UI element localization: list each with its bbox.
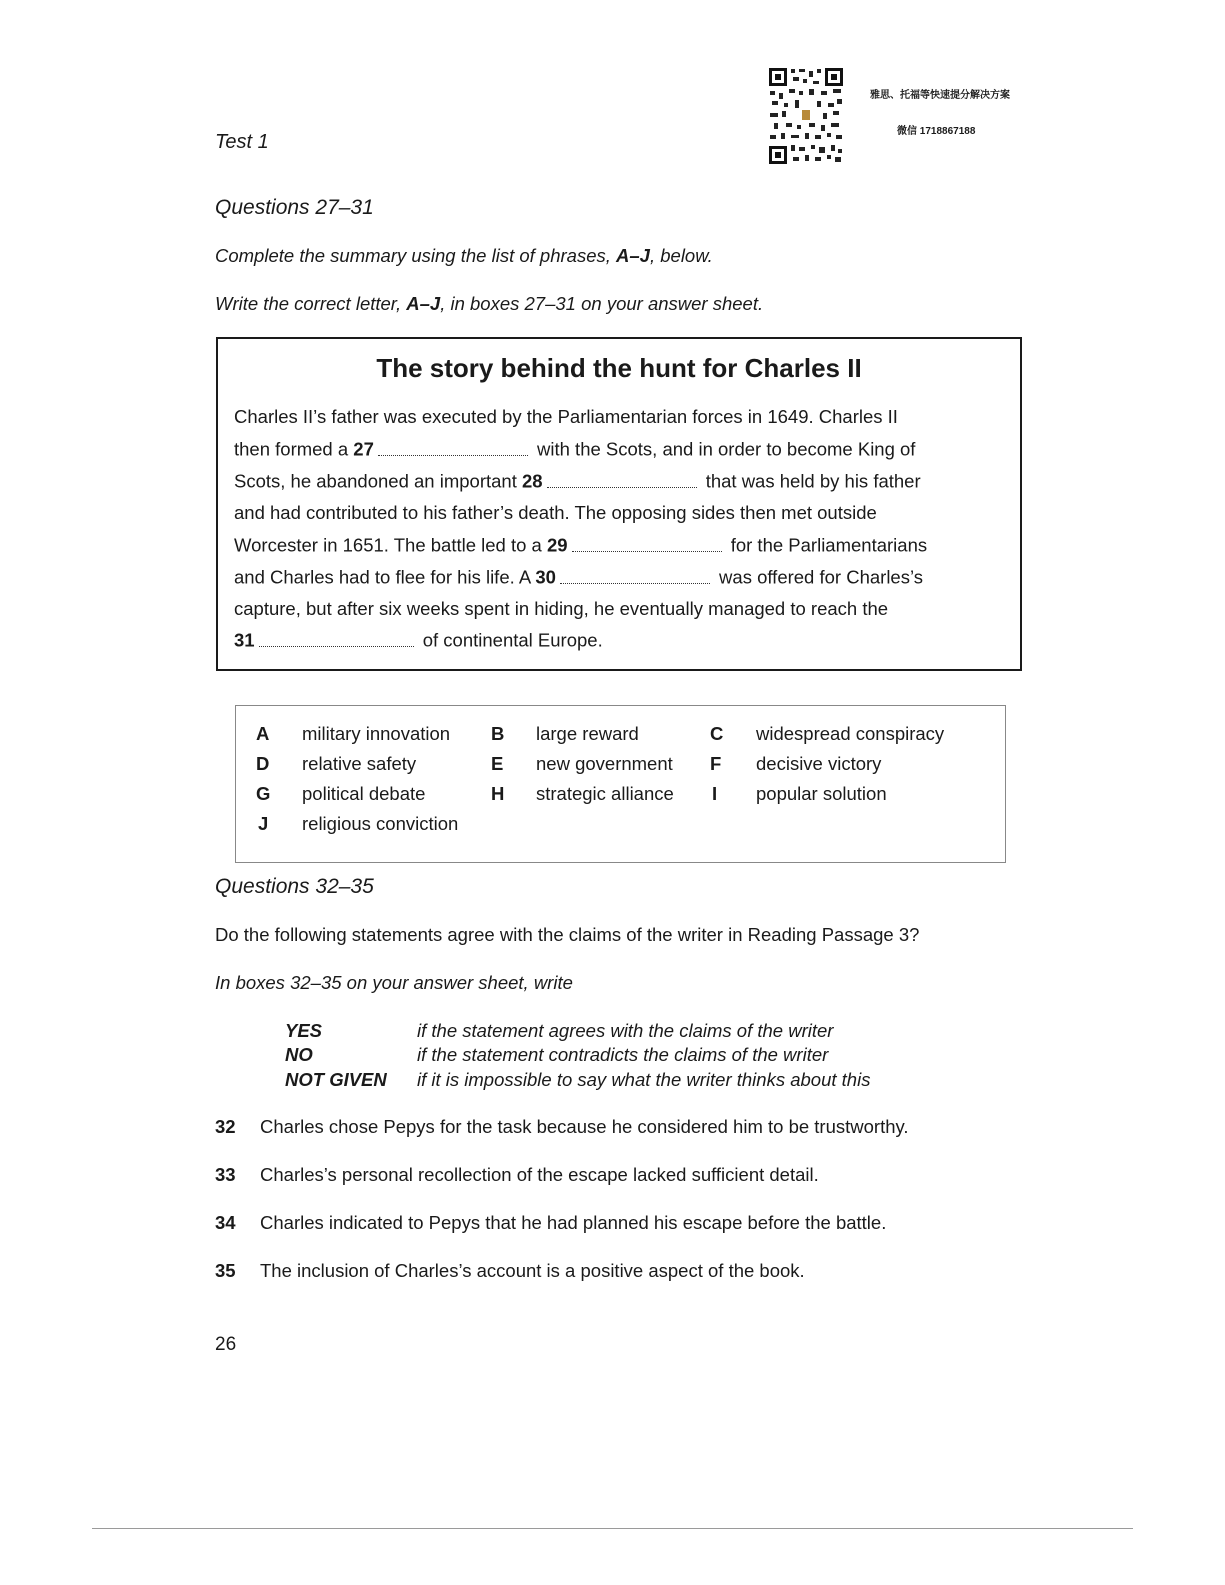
statement-text: Charles chose Pepys for the task because he considered him to be trustworthy. — [260, 1116, 909, 1137]
section2-heading: Questions 32–35 — [215, 875, 374, 898]
answer-key-label: YES — [285, 1020, 323, 1041]
option-text: popular solution — [756, 783, 887, 804]
option-letter: J — [258, 813, 269, 834]
qr-code-image — [768, 67, 844, 165]
option-letter: E — [491, 753, 504, 774]
option-letter: B — [491, 723, 505, 744]
qr-caption-slogan: 雅思、托福等快速提分解决方案 — [870, 90, 1010, 101]
footer-divider — [92, 1528, 1133, 1529]
gap-number: 31 — [234, 629, 255, 651]
gap-number: 29 — [546, 534, 568, 556]
summary-line: Charles II’s father was executed by the Parliamentarian forces in 1649. Charles II — [234, 406, 898, 427]
section2-instruction-1: Do the following statements agree with the claims of the writer in Reading Passage 3? — [215, 924, 920, 945]
answer-key-label: NO — [285, 1044, 313, 1065]
gap-number: 27 — [353, 438, 374, 460]
option-text: political debate — [302, 783, 426, 804]
summary-line: 31 of continental Europe. — [234, 629, 603, 651]
option-letter: F — [710, 753, 722, 774]
option-letter: I — [712, 783, 718, 804]
answer-key-label: NOT GIVEN — [285, 1069, 387, 1090]
section1-instruction-1: Complete the summary using the list of phrases, A–J, below. — [215, 245, 713, 266]
summary-line: then formed a 27 with the Scots, and in order to become King of — [234, 438, 916, 460]
option-letter: A — [256, 723, 270, 744]
statement-text: Charles’s personal recollection of the escape lacked sufficient detail. — [260, 1164, 819, 1185]
qr-caption-wechat: 微信 1718867188 — [897, 126, 976, 137]
test-label: Test 1 — [215, 131, 269, 153]
option-text: widespread conspiracy — [756, 723, 945, 744]
option-text: new government — [536, 753, 673, 774]
option-text: strategic alliance — [536, 783, 674, 804]
summary-line: capture, but after six weeks spent in hiding, he eventually managed to reach the — [234, 598, 889, 619]
section2-instruction-2: In boxes 32–35 on your answer sheet, write — [215, 972, 573, 993]
answer-key-desc: if the statement contradicts the claims of the writer — [417, 1044, 829, 1065]
page-number: 26 — [215, 1334, 237, 1355]
summary-line: Scots, he abandoned an important 28 that was held by his father — [234, 470, 921, 492]
statement-number: 32 — [215, 1116, 236, 1137]
answer-key-desc: if it is impossible to say what the writer thinks about this — [417, 1069, 871, 1090]
statement-text: Charles indicated to Pepys that he had planned his escape before the battle. — [260, 1212, 887, 1233]
option-text: decisive victory — [756, 753, 882, 774]
gap-number: 28 — [521, 470, 543, 492]
answer-key-desc: if the statement agrees with the claims of the writer — [417, 1020, 834, 1041]
gap-number: 30 — [535, 566, 556, 588]
section1-heading: Questions 27–31 — [215, 196, 374, 219]
option-letter: C — [710, 723, 724, 744]
summary-title: The story behind the hunt for Charles II — [376, 353, 862, 383]
option-letter: D — [256, 753, 270, 774]
summary-line: and had contributed to his father’s death. The opposing sides then met outside — [234, 502, 877, 523]
summary-line: and Charles had to flee for his life. A 30 was offered for Charles’s — [234, 566, 923, 588]
option-text: large reward — [536, 723, 639, 744]
option-text: military innovation — [302, 723, 451, 744]
statement-number: 35 — [215, 1260, 236, 1281]
phrase-options-box — [235, 705, 1006, 863]
statement-number: 34 — [215, 1212, 236, 1233]
answer-gap-31[interactable] — [259, 629, 414, 647]
answer-gap-30[interactable] — [560, 566, 710, 584]
option-letter: H — [491, 783, 505, 804]
answer-gap-29[interactable] — [572, 534, 722, 552]
option-letter: G — [256, 783, 271, 804]
answer-gap-28[interactable] — [547, 470, 697, 488]
statement-text: The inclusion of Charles’s account is a positive aspect of the book. — [260, 1260, 805, 1281]
summary-line: Worcester in 1651. The battle led to a 29 for the Parliamentarians — [234, 534, 928, 556]
option-text: relative safety — [302, 753, 417, 774]
summary-box — [216, 337, 1022, 671]
section1-instruction-2: Write the correct letter, A–J, in boxes 27–31 on your answer sheet. — [215, 293, 764, 314]
statement-number: 33 — [215, 1164, 236, 1185]
option-text: religious conviction — [302, 813, 459, 834]
answer-gap-27[interactable] — [378, 438, 528, 456]
